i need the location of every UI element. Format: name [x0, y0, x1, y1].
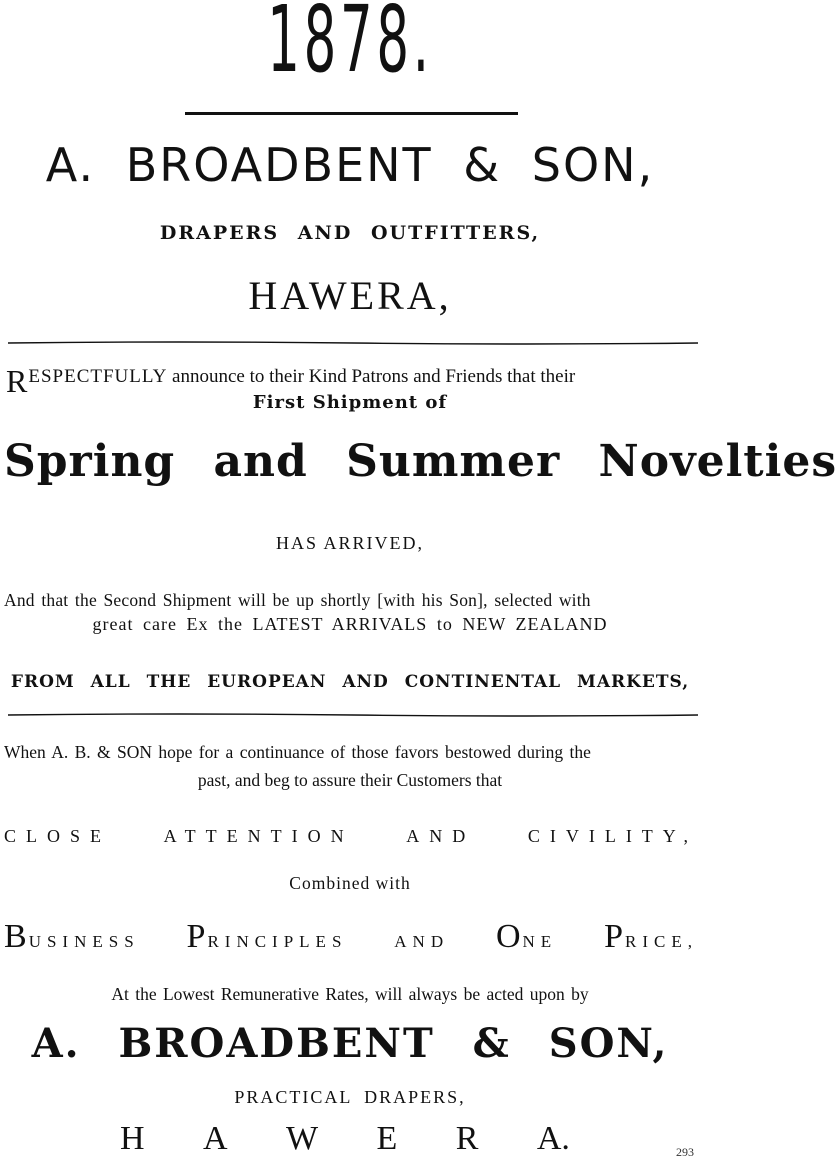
- principle-word: [394, 932, 449, 952]
- principle-cap: B: [4, 918, 29, 955]
- principle-rest: AND: [394, 932, 450, 951]
- continuance-line-2: past, and beg to assure their Customers that: [197, 770, 503, 790]
- first-shipment: First Shipment of: [252, 392, 448, 413]
- town-name: HAWERA,: [248, 273, 452, 318]
- principle-word: [604, 918, 698, 956]
- has-arrived: HAS ARRIVED,: [275, 533, 424, 553]
- principle-cap: P: [186, 918, 208, 955]
- principle-rest: NE: [522, 932, 558, 951]
- principle-rest: RICE,: [624, 932, 698, 951]
- principle-word: [496, 918, 557, 956]
- year-heading: 1878.: [267, 0, 433, 93]
- combined-with: Combined with: [289, 873, 411, 893]
- drop-cap: R: [6, 363, 28, 399]
- second-shipment-line-1: And that the Second Shipment will be up shortly [with his Son], selected with: [4, 590, 591, 610]
- headline: Spring and Summer Novelties: [4, 436, 837, 487]
- attention-word: ATTENTION: [163, 826, 354, 846]
- principle-word: [187, 918, 348, 956]
- attention-word: CLOSE: [4, 826, 112, 846]
- town-letter: A.: [536, 1120, 570, 1157]
- page-number: 293: [676, 1145, 694, 1159]
- principle-cap: P: [604, 918, 625, 955]
- divider-rule-2: [8, 712, 698, 718]
- divider-rule: [8, 340, 698, 346]
- town-letter: R: [455, 1120, 479, 1157]
- town-letter: E: [376, 1120, 398, 1157]
- principle-rest: RINCIPLES: [207, 932, 348, 951]
- attention-line: [4, 826, 698, 847]
- town-letter: A: [203, 1120, 228, 1157]
- principle-word: [4, 918, 140, 956]
- town-footer: [120, 1122, 570, 1156]
- firm-name-footer: A. BROADBENT & SON,: [31, 1020, 669, 1067]
- continuance-line-1: When A. B. & SON hope for a continuance of those favors bestowed during the: [4, 742, 591, 762]
- principle-cap: O: [495, 918, 523, 955]
- practical-drapers: PRACTICAL DRAPERS,: [234, 1087, 466, 1107]
- town-letter: H: [120, 1120, 145, 1157]
- principle-rest: USINESS: [28, 932, 140, 951]
- attention-word: AND: [406, 826, 476, 846]
- town-letter: W: [286, 1120, 319, 1157]
- attention-word: CIVILITY,: [527, 826, 698, 846]
- markets-line: FROM ALL THE EUROPEAN AND CONTINENTAL MARKETS,: [10, 672, 690, 692]
- trade-line: DRAPERS AND OUTFITTERS,: [159, 222, 541, 244]
- principles-line: [4, 918, 698, 956]
- announcement-lead: ESPECTFULLY: [28, 366, 168, 387]
- second-shipment-line-2: great care Ex the LATEST ARRIVALS to NEW ZEALAND: [92, 614, 608, 634]
- rates-line: At the Lowest Remunerative Rates, will always be acted upon by: [111, 984, 589, 1004]
- firm-name: A. BROADBENT & SON,: [45, 138, 655, 192]
- announcement-text: announce to their Kind Patrons and Friends that their: [167, 366, 576, 387]
- top-rule: [185, 112, 518, 115]
